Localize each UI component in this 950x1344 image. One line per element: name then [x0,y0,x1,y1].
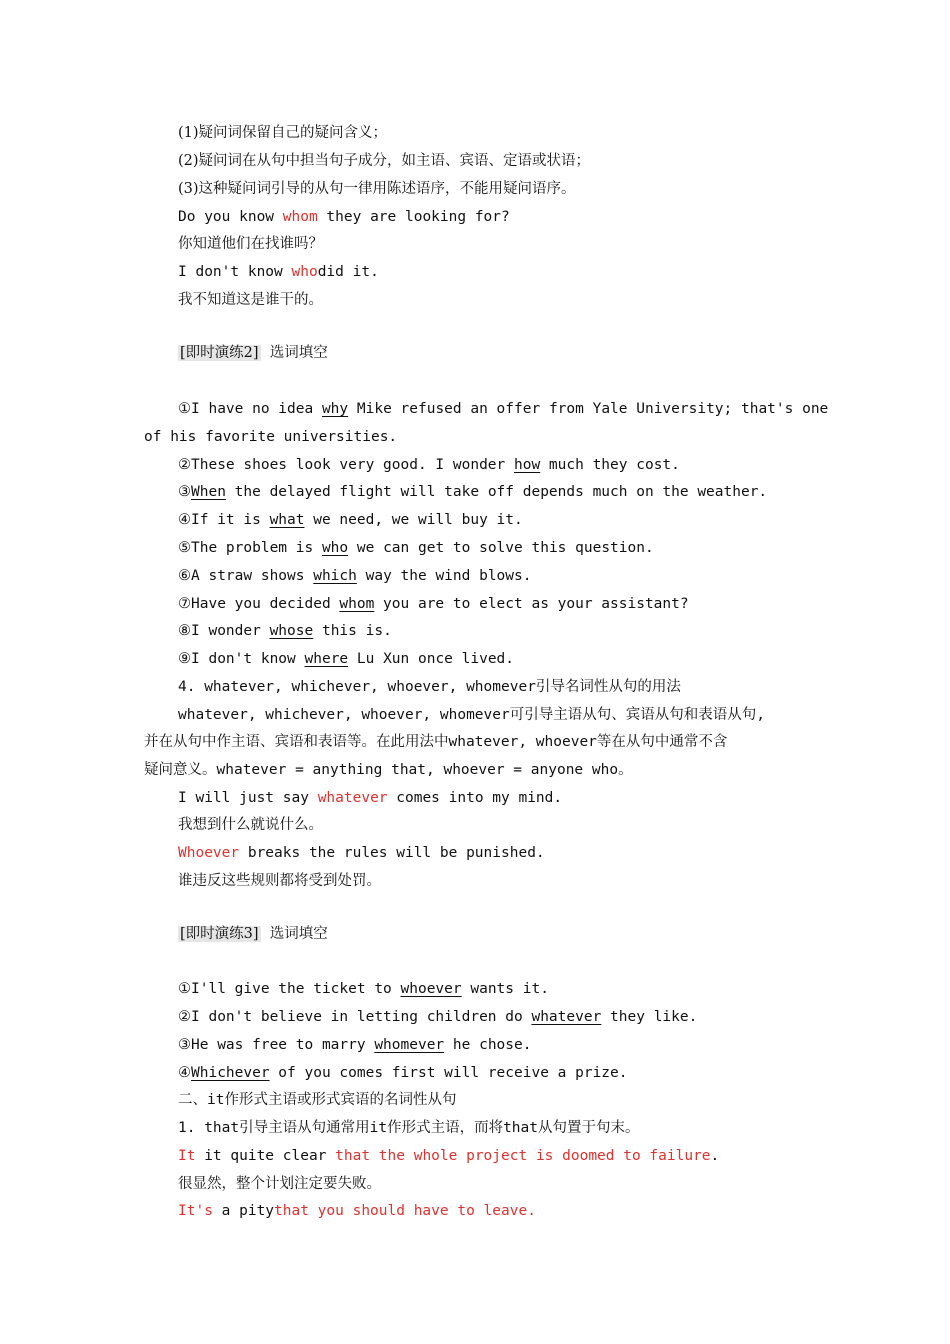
example-sentence: I will just say whatever comes into my mind. [178,790,563,806]
section-heading: 4. whatever, whichever, whoever, whomever引导名词性从句的用法 [178,679,681,695]
example-sentence: It it quite clear that the whole project is doomed to failure. [178,1148,720,1164]
section-heading: 二、it作形式主语或形式宾语的名词性从句 [178,1092,457,1108]
drill-title: 选词填空 [269,926,328,942]
drill-item: ④Whichever of you comes first will receive a prize. [178,1065,628,1081]
drill-item: ④If it is what we need, we will buy it. [178,512,523,528]
example-sentence: Do you know whom they are looking for? [178,209,510,225]
drill-heading [178,924,328,944]
example-translation: 你知道他们在找谁吗？ [178,236,323,252]
rule-3: (3)这种疑问词引导的从句一律用陈述语序，不能用疑问语序。 [178,181,576,197]
drill-tag: [即时演练3] [180,926,259,942]
example-sentence: I don't know whodid it. [178,264,379,280]
drill-heading [178,343,328,363]
drill-item: ②I don't believe in letting children do whatever they like. [178,1009,698,1025]
drill-item: ⑥A straw shows which way the wind blows. [178,568,532,584]
paragraph-line: 疑问意义。whatever = anything that, whoever = anyone who。 [144,762,633,778]
example-translation: 我不知道这是谁干的。 [178,292,323,308]
drill-title: 选词填空 [269,345,328,361]
rule-2: (2)疑问词在从句中担当句子成分，如主语、宾语、定语或状语； [178,153,591,169]
example-translation: 谁违反这些规则都将受到处罚。 [178,873,381,889]
paragraph-line: whatever, whichever, whoever, whomever可引导主语从句、宾语从句和表语从句, [178,707,765,723]
drill-item: ③When the delayed flight will take off depends much on the weather. [178,484,768,500]
point-line: 1. that引导主语从句通常用it作形式主语，而将that从句置于句末。 [178,1120,640,1136]
paragraph-line: 并在从句中作主语、宾语和表语等。在此用法中whatever, whoever等在从句中通常不含 [144,734,728,750]
rule-1: (1)疑问词保留自己的疑问含义； [178,125,388,141]
example-sentence: It's a pitythat you should have to leave. [178,1203,536,1219]
drill-item: ③He was free to marry whomever he chose. [178,1037,532,1053]
drill-item: ⑨I don't know where Lu Xun once lived. [178,651,515,667]
drill-item: ①I'll give the ticket to whoever wants it. [178,981,549,997]
drill-tag: [即时演练2] [180,345,259,361]
drill-item-continuation: of his favorite universities. [144,429,398,445]
example-translation: 我想到什么就说什么。 [178,817,323,833]
example-translation: 很显然，整个计划注定要失败。 [178,1176,381,1192]
drill-item: ⑧I wonder whose this is. [178,623,392,639]
drill-item: ②These shoes look very good. I wonder how much they cost. [178,457,680,473]
drill-item: ⑦Have you decided whom you are to elect as your assistant? [178,596,689,612]
example-sentence: Whoever breaks the rules will be punished. [178,845,545,861]
drill-item: ①I have no idea why Mike refused an offer from Yale University; that's one [178,401,829,417]
drill-item: ⑤The problem is who we can get to solve this question. [178,540,654,556]
